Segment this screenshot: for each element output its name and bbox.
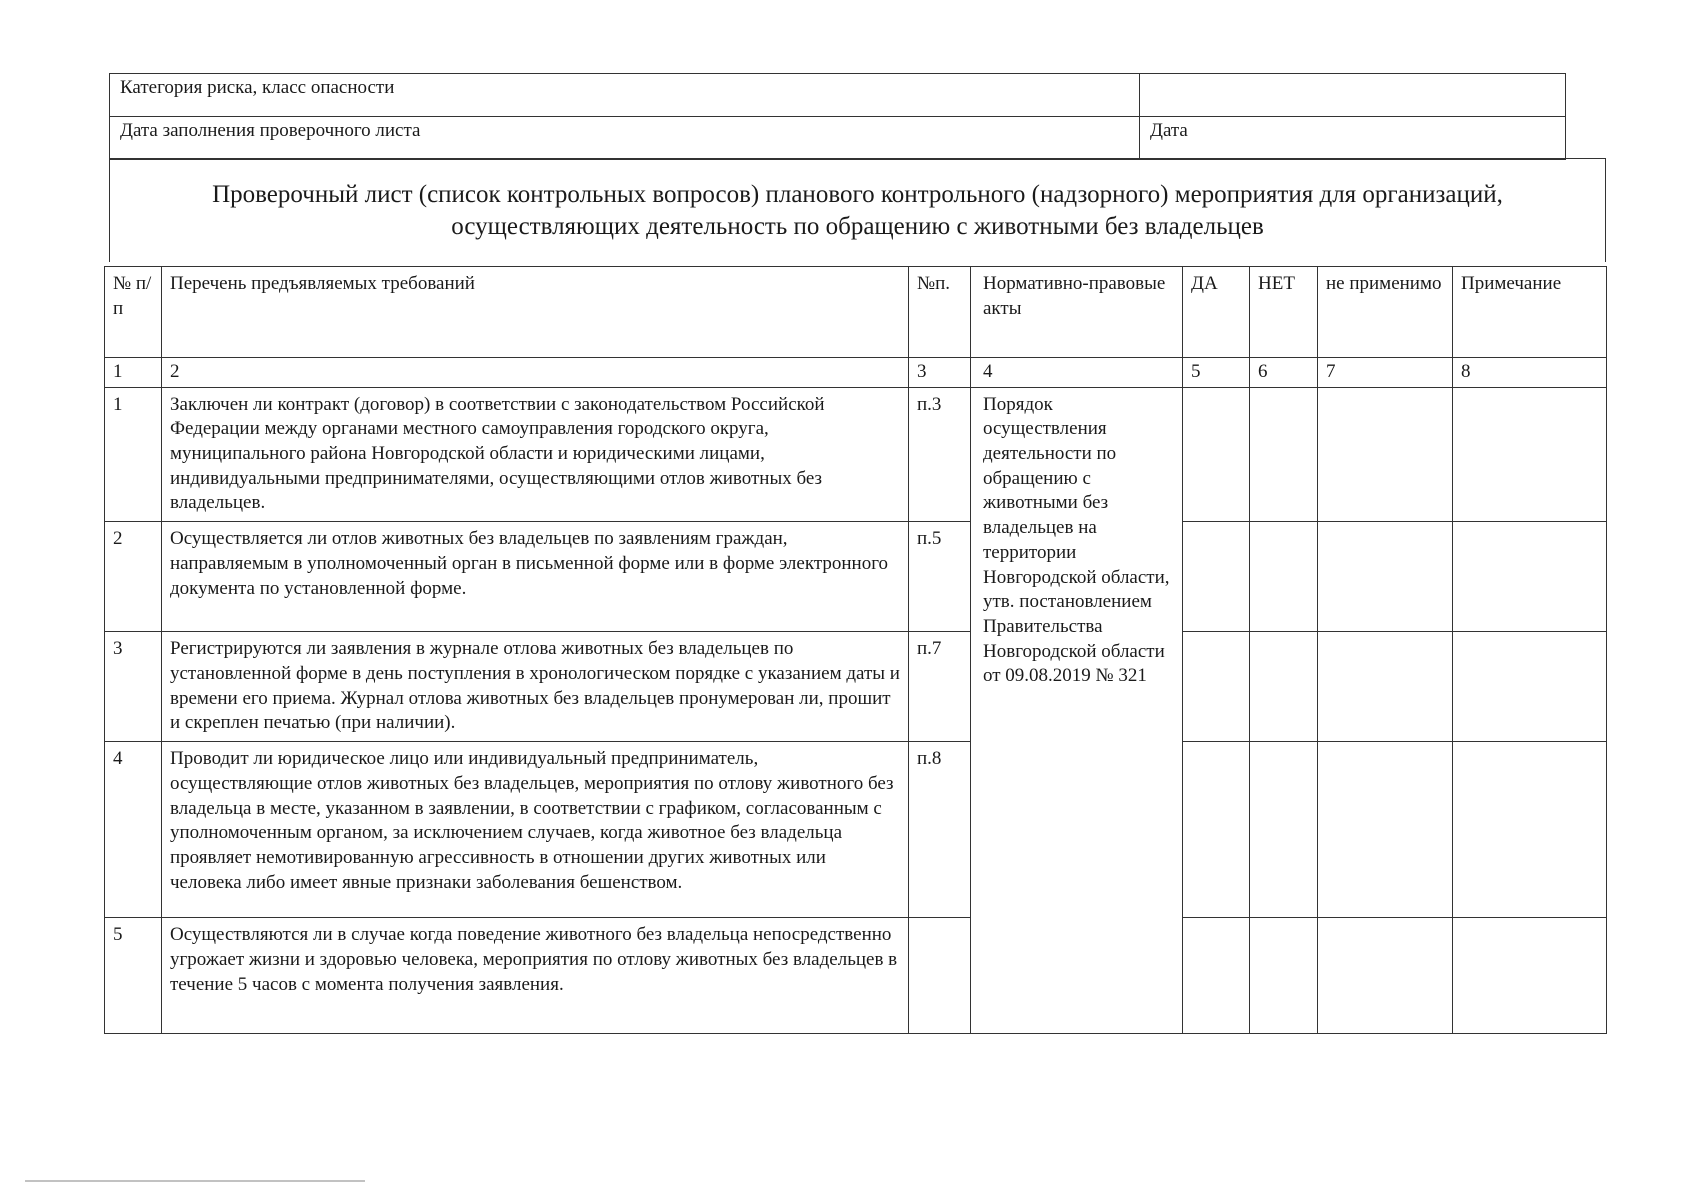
no-cell[interactable] — [1250, 742, 1318, 918]
row-num: 1 — [105, 387, 162, 521]
col-header-requirements: Перечень предъявляемых требований — [162, 267, 909, 358]
col-header-na: не применимо — [1318, 267, 1453, 358]
row-requirement: Заключен ли контракт (договор) в соответствии с законодательством Российской Федерации между органами местного самоуправления городского округа, муниципального района Новгородской области и юридическими лицами, индивидуальными предпринимателями, осуществляющими отлов животных без владельцев. — [162, 387, 909, 521]
na-cell[interactable] — [1318, 742, 1453, 918]
col-number: 3 — [909, 358, 971, 388]
table-header-row — [105, 267, 1607, 358]
note-cell[interactable] — [1453, 387, 1607, 521]
note-cell[interactable] — [1453, 522, 1607, 632]
row-num: 3 — [105, 632, 162, 742]
no-cell[interactable] — [1250, 918, 1318, 1034]
document-title — [202, 179, 1513, 243]
yes-cell[interactable] — [1183, 387, 1250, 521]
table-row — [105, 632, 1607, 742]
row-requirement: Осуществляются ли в случае когда поведение животного без владельца непосредственно угрожает жизни и здоровью человека, мероприятия по отлову животных без владельцев в течение 5 часов с момента получения заявления. — [162, 918, 909, 1034]
no-cell[interactable] — [1250, 387, 1318, 521]
scan-artifact-line — [25, 1180, 365, 1182]
no-cell[interactable] — [1250, 522, 1318, 632]
row-clause: п.5 — [909, 522, 971, 632]
legal-act-cell: Порядок осуществления деятельности по обращению с животными без владельцев на территории Новгородской области, утв. постановлением Правительства Новгородской области от 09.08.2019 № 321 — [971, 387, 1183, 1033]
note-cell[interactable] — [1453, 918, 1607, 1034]
col-header-num: № п/п — [105, 267, 162, 358]
col-header-note: Примечание — [1453, 267, 1607, 358]
table-row — [105, 742, 1607, 918]
row-clause: п.8 — [909, 742, 971, 918]
na-cell[interactable] — [1318, 918, 1453, 1034]
na-cell[interactable] — [1318, 632, 1453, 742]
no-cell[interactable] — [1250, 632, 1318, 742]
date-label: Дата — [1150, 120, 1188, 141]
table-row — [105, 918, 1607, 1034]
fill-date-row — [110, 117, 1566, 160]
col-number: 1 — [105, 358, 162, 388]
table-row — [105, 522, 1607, 632]
row-num: 5 — [105, 918, 162, 1034]
row-clause: п.3 — [909, 387, 971, 521]
info-table — [109, 73, 1566, 160]
yes-cell[interactable] — [1183, 918, 1250, 1034]
title-line-1: Проверочный лист (список контрольных вопросов) планового контрольного (надзорного) мероприятия для организаций, — [212, 180, 1503, 208]
row-requirement: Проводит ли юридическое лицо или индивидуальный предприниматель, осуществляющие отлов животных без владельцев, мероприятия по отлову животного без владельца в месте, указанном в заявлении, в соответствии с графиком, согласованным с уполномоченным органом, за исключением случаев, когда животное без владельца проявляет немотивированную агрессивность в отношении других животных или человека либо имеет явные признаки заболевания бешенством. — [162, 742, 909, 918]
yes-cell[interactable] — [1183, 742, 1250, 918]
col-number: 8 — [1453, 358, 1607, 388]
col-header-acts: Нормативно-правовые акты — [971, 267, 1183, 358]
na-cell[interactable] — [1318, 387, 1453, 521]
table-row — [105, 387, 1607, 521]
column-number-row — [105, 358, 1607, 388]
col-header-clause: №п. — [909, 267, 971, 358]
title-line-2: осуществляющих деятельность по обращению с животными без владельцев — [451, 212, 1264, 240]
note-cell[interactable] — [1453, 742, 1607, 918]
yes-cell[interactable] — [1183, 522, 1250, 632]
risk-category-label: Категория риска, класс опасности — [110, 74, 1140, 117]
col-number: 5 — [1183, 358, 1250, 388]
row-requirement: Регистрируются ли заявления в журнале отлова животных без владельцев по установленной форме в день поступления в хронологическом порядке с указанием даты и времени его приема. Журнал отлова животных без владельцев пронумерован ли, прошит и скреплен печатью (при наличии). — [162, 632, 909, 742]
col-number: 2 — [162, 358, 909, 388]
na-cell[interactable] — [1318, 522, 1453, 632]
row-requirement: Осуществляется ли отлов животных без владельцев по заявлениям граждан, направляемым в уполномоченный орган в письменной форме или в форме электронного документа по установленной форме. — [162, 522, 909, 632]
risk-category-value[interactable] — [1140, 74, 1566, 117]
checklist-table — [104, 266, 1607, 1034]
row-num: 4 — [105, 742, 162, 918]
col-number: 6 — [1250, 358, 1318, 388]
row-clause: п.7 — [909, 632, 971, 742]
risk-category-row — [110, 74, 1566, 117]
row-clause — [909, 918, 971, 1034]
col-number: 4 — [971, 358, 1183, 388]
fill-date-value[interactable] — [1140, 117, 1566, 160]
col-header-yes: ДА — [1183, 267, 1250, 358]
col-header-no: НЕТ — [1250, 267, 1318, 358]
title-block — [109, 158, 1606, 262]
col-number: 7 — [1318, 358, 1453, 388]
fill-date-label: Дата заполнения проверочного листа — [110, 117, 1140, 160]
note-cell[interactable] — [1453, 632, 1607, 742]
row-num: 2 — [105, 522, 162, 632]
yes-cell[interactable] — [1183, 632, 1250, 742]
